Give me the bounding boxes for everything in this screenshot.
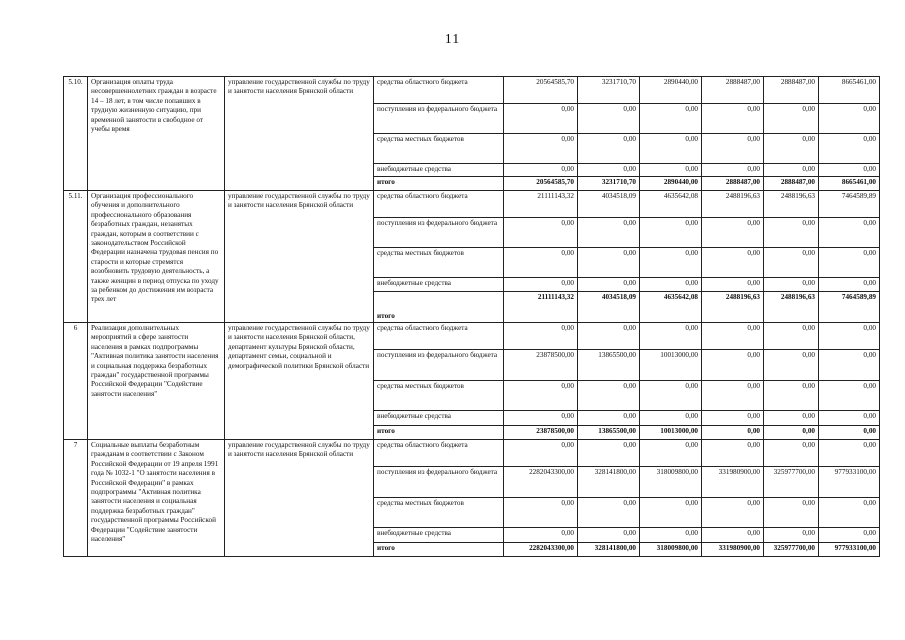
amount-cell: 328141800,00 [578,543,640,557]
amount-cell: 0,00 [578,381,640,411]
amount-cell: 0,00 [504,104,578,134]
amount-cell: 2282043300,00 [504,543,578,557]
amount-cell: 0,00 [702,411,764,426]
funding-source: внебюджетные средства [374,164,504,177]
amount-cell: 0,00 [702,218,764,248]
funding-source: средства областного бюджета [374,191,504,218]
amount-cell: 0,00 [819,411,880,426]
amount-cell: 0,00 [702,498,764,528]
measure-description: Организация профессионального обучения и дополнительного профессионального образования безработных граждан, незанятых граждан, которым в соответствии с законодательством Российской Федерации назначена трудовая пенсия по старости и которые стремятся возобновить трудовую деятельность, а также женщин в период отпуска по уходу за ребенком до достижения им возраста трех лет [88,191,225,323]
amount-cell: 20564585,70 [504,177,578,191]
item-number: 7 [64,440,88,557]
funding-source: внебюджетные средства [374,278,504,292]
amount-cell: 21111143,32 [504,191,578,218]
funding-source: итого [374,177,504,191]
amount-cell: 3231710,70 [578,177,640,191]
amount-cell: 977933100,00 [819,543,880,557]
amount-cell: 13865500,00 [578,350,640,381]
amount-cell: 0,00 [640,323,702,350]
amount-cell: 0,00 [578,218,640,248]
amount-cell: 2488196,63 [764,191,819,218]
amount-cell: 0,00 [819,104,880,134]
amount-cell: 0,00 [578,411,640,426]
amount-cell: 3231710,70 [578,77,640,104]
amount-cell: 0,00 [702,426,764,440]
table-row [64,191,880,218]
amount-cell: 2488196,63 [702,292,764,323]
amount-cell: 0,00 [640,104,702,134]
amount-cell: 13865500,00 [578,426,640,440]
amount-cell: 0,00 [764,278,819,292]
amount-cell: 0,00 [578,164,640,177]
amount-cell: 0,00 [819,164,880,177]
amount-cell: 0,00 [640,134,702,164]
amount-cell: 7464589,89 [819,191,880,218]
amount-cell: 10013000,00 [640,426,702,440]
amount-cell: 0,00 [504,498,578,528]
amount-cell: 977933100,00 [819,467,880,498]
amount-cell: 331980900,00 [702,467,764,498]
funding-source: средства местных бюджетов [374,248,504,278]
amount-cell: 0,00 [504,323,578,350]
amount-cell: 0,00 [504,278,578,292]
amount-cell: 0,00 [640,218,702,248]
amount-cell: 0,00 [702,104,764,134]
amount-cell: 0,00 [640,278,702,292]
amount-cell: 2488196,63 [764,292,819,323]
amount-cell: 0,00 [702,164,764,177]
amount-cell: 0,00 [504,381,578,411]
funding-source: поступления из федерального бюджета [374,467,504,498]
amount-cell: 0,00 [640,440,702,467]
funding-source: итого [374,426,504,440]
amount-cell: 0,00 [504,411,578,426]
amount-cell: 0,00 [578,104,640,134]
amount-cell: 10013000,00 [640,350,702,381]
amount-cell: 0,00 [702,440,764,467]
amount-cell: 0,00 [819,426,880,440]
amount-cell: 0,00 [702,248,764,278]
amount-cell: 8665461,00 [819,177,880,191]
amount-cell: 0,00 [819,440,880,467]
amount-cell: 0,00 [640,498,702,528]
amount-cell: 0,00 [504,248,578,278]
executor: управление государственной службы по труду и занятости населения Брянской области [225,440,374,557]
table-row [64,440,880,467]
amount-cell: 0,00 [702,350,764,381]
amount-cell: 0,00 [764,218,819,248]
amount-cell: 0,00 [764,528,819,543]
amount-cell: 0,00 [578,248,640,278]
amount-cell: 318009800,00 [640,467,702,498]
amount-cell: 318009800,00 [640,543,702,557]
amount-cell: 0,00 [819,381,880,411]
amount-cell: 0,00 [702,323,764,350]
funding-source: средства областного бюджета [374,323,504,350]
amount-cell: 2488196,63 [702,191,764,218]
amount-cell: 4034518,09 [578,191,640,218]
funding-source: средства местных бюджетов [374,381,504,411]
amount-cell: 0,00 [764,323,819,350]
table-row [64,323,880,350]
funding-source: итого [374,292,504,323]
funding-source: средства местных бюджетов [374,134,504,164]
amount-cell: 0,00 [578,323,640,350]
amount-cell: 0,00 [764,411,819,426]
item-number: 5.11. [64,191,88,323]
amount-cell: 0,00 [819,498,880,528]
funding-source: средства областного бюджета [374,440,504,467]
amount-cell: 0,00 [640,381,702,411]
amount-cell: 0,00 [764,440,819,467]
measure-description: Организация оплаты труда несовершеннолетних граждан в возрасте 14 – 18 лет, в том числе попавших в трудную жизненную ситуацию, при временной занятости в свободное от учебы время [88,77,225,191]
amount-cell: 325977700,00 [764,467,819,498]
funding-source: поступления из федерального бюджета [374,350,504,381]
amount-cell: 2890440,00 [640,177,702,191]
executor: управление государственной службы по труду и занятости населения Брянской области [225,77,374,191]
amount-cell: 0,00 [504,218,578,248]
amount-cell: 2888487,00 [702,177,764,191]
amount-cell: 0,00 [504,134,578,164]
measure-description: Реализация дополнительных мероприятий в сфере занятости населения в рамках подпрограммы "Активная политика занятости населения и социальная поддержка безработных граждан" государственной программы Российской Федерации "Содействие занятости населения" [88,323,225,440]
amount-cell: 0,00 [764,248,819,278]
amount-cell: 0,00 [578,134,640,164]
amount-cell: 0,00 [504,164,578,177]
measure-description: Социальные выплаты безработным гражданам в соответствии с Законом Российской Федерации от 19 апреля 1991 года № 1032-1 "О занятости населения в Российской Федерации" в рамках подпрограммы "Активная политика занятости населения и социальная поддержка безработных граждан" государственной программы Российской Федерации "Содействие занятости населения" [88,440,225,557]
amount-cell: 4635642,08 [640,191,702,218]
amount-cell: 0,00 [578,278,640,292]
amount-cell: 328141800,00 [578,467,640,498]
amount-cell: 23878500,00 [504,350,578,381]
amount-cell: 21111143,32 [504,292,578,323]
amount-cell: 23878500,00 [504,426,578,440]
amount-cell: 0,00 [578,498,640,528]
amount-cell: 2888487,00 [764,177,819,191]
amount-cell: 2888487,00 [764,77,819,104]
funding-source: итого [374,543,504,557]
amount-cell: 0,00 [578,528,640,543]
amount-cell: 2890440,00 [640,77,702,104]
funding-source: поступления из федерального бюджета [374,104,504,134]
amount-cell: 0,00 [578,440,640,467]
funding-source: средства местных бюджетов [374,498,504,528]
amount-cell: 0,00 [819,218,880,248]
amount-cell: 0,00 [764,426,819,440]
amount-cell: 0,00 [640,164,702,177]
amount-cell: 0,00 [764,104,819,134]
amount-cell: 7464589,89 [819,292,880,323]
amount-cell: 0,00 [819,134,880,164]
amount-cell: 0,00 [819,350,880,381]
amount-cell: 2282043300,00 [504,467,578,498]
executor: управление государственной службы по труду и занятости населения Брянской области [225,191,374,323]
amount-cell: 4635642,08 [640,292,702,323]
funding-source: внебюджетные средства [374,411,504,426]
funding-source: поступления из федерального бюджета [374,218,504,248]
executor: управление государственной службы по труду и занятости населения Брянской области, департамент культуры Брянской области, департамент семьи, социальной и демографической политики Брянской области [225,323,374,440]
amount-cell: 0,00 [819,278,880,292]
budget-table [63,76,880,557]
amount-cell: 0,00 [702,528,764,543]
amount-cell: 0,00 [764,164,819,177]
amount-cell: 4034518,09 [578,292,640,323]
amount-cell: 0,00 [504,528,578,543]
item-number: 5.10. [64,77,88,191]
amount-cell: 0,00 [640,248,702,278]
funding-source: средства областного бюджета [374,77,504,104]
amount-cell: 0,00 [702,381,764,411]
amount-cell: 325977700,00 [764,543,819,557]
amount-cell: 8665461,00 [819,77,880,104]
amount-cell: 0,00 [819,528,880,543]
amount-cell: 20564585,70 [504,77,578,104]
table-row [64,77,880,104]
amount-cell: 0,00 [640,528,702,543]
amount-cell: 0,00 [764,498,819,528]
amount-cell: 2888487,00 [702,77,764,104]
amount-cell: 331980900,00 [702,543,764,557]
page-number: 11 [444,32,461,47]
table-body [64,77,880,557]
amount-cell: 0,00 [764,381,819,411]
item-number: 6 [64,323,88,440]
amount-cell: 0,00 [819,323,880,350]
amount-cell: 0,00 [764,134,819,164]
amount-cell: 0,00 [702,134,764,164]
amount-cell: 0,00 [764,350,819,381]
funding-source: внебюджетные средства [374,528,504,543]
amount-cell: 0,00 [504,440,578,467]
amount-cell: 0,00 [702,278,764,292]
amount-cell: 0,00 [640,411,702,426]
amount-cell: 0,00 [819,248,880,278]
